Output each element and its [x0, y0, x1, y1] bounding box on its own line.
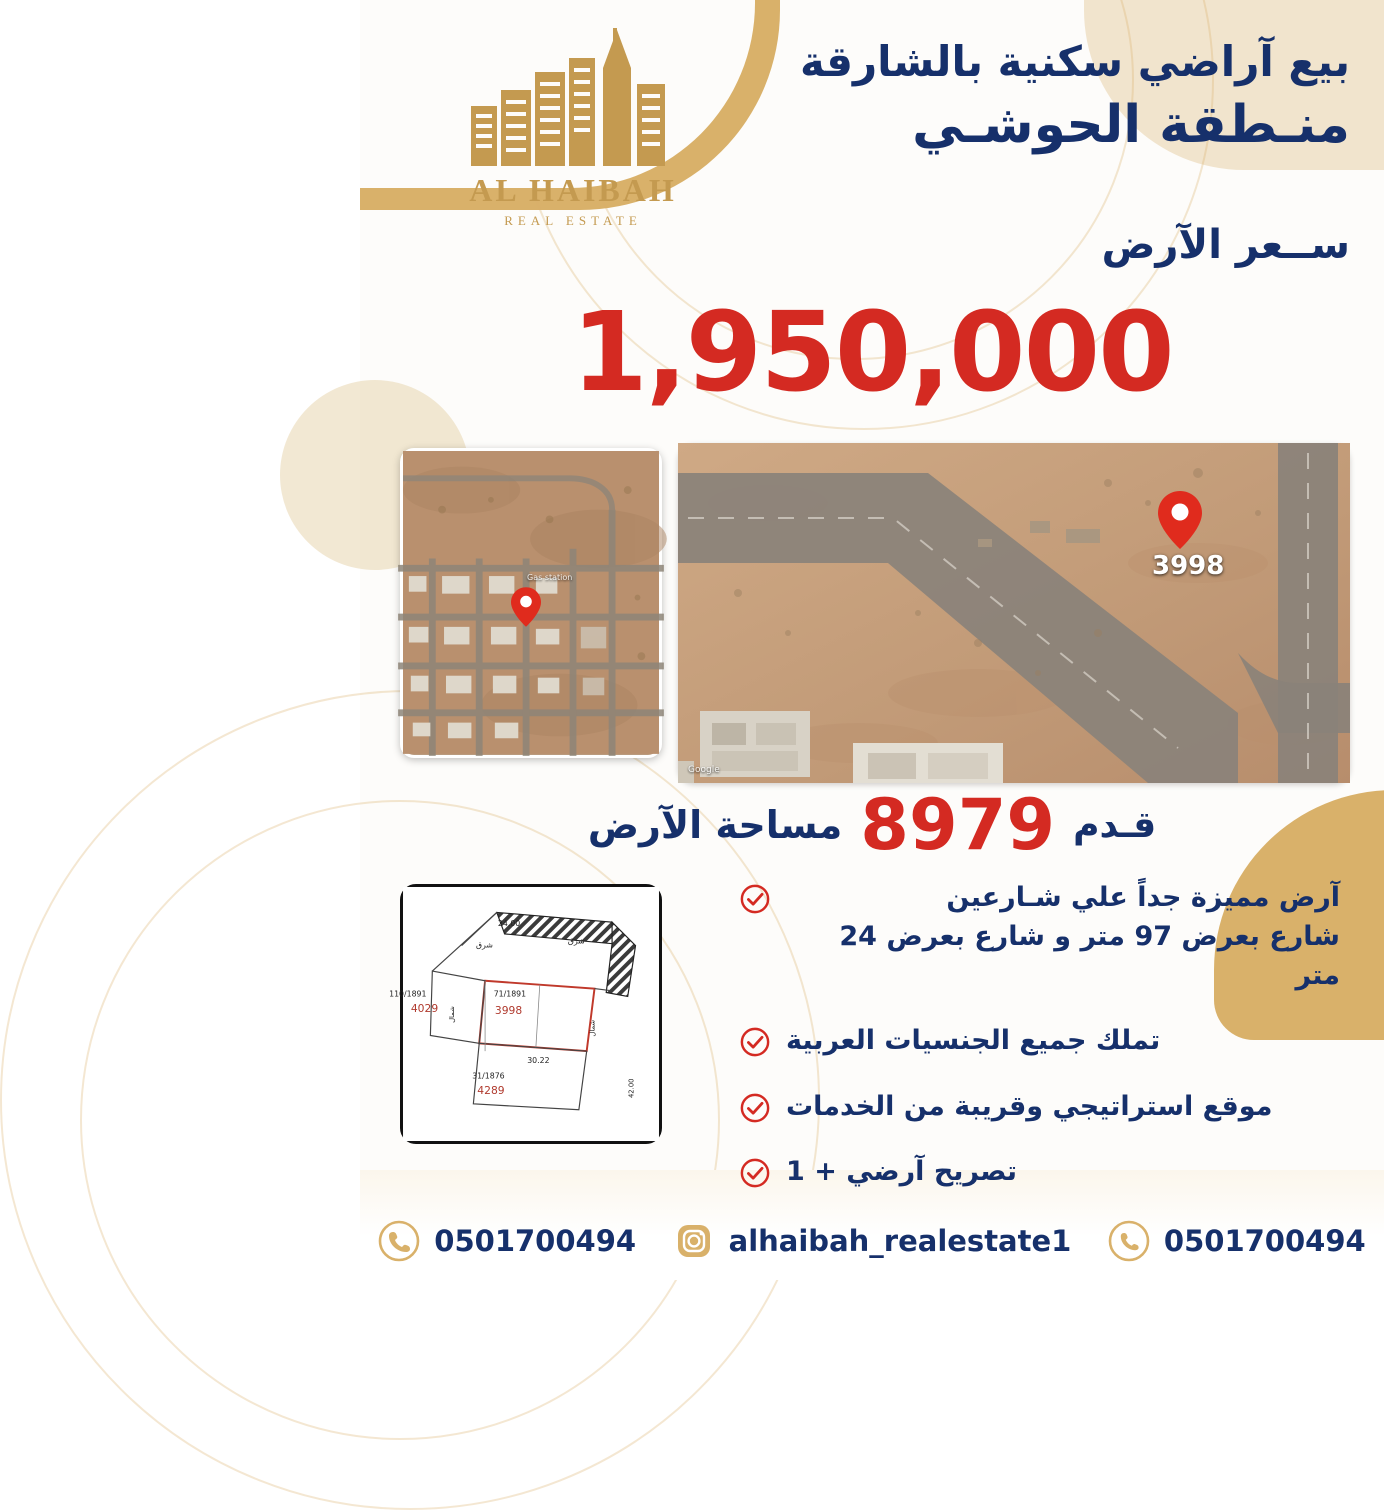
- satellite-map-main-image: [678, 443, 1350, 783]
- feature-item: [740, 1021, 1340, 1060]
- feature-item: [740, 1152, 1340, 1191]
- phone-icon: [378, 1220, 420, 1262]
- check-circle-icon: [740, 1093, 770, 1123]
- headline: [730, 36, 1350, 158]
- brand-logo: [438, 28, 708, 229]
- svg-text:شرق: شرق: [476, 940, 493, 950]
- svg-text:شمال: شمال: [588, 1019, 597, 1037]
- check-circle-icon: [740, 884, 770, 914]
- feature-text: آرض مميزة جداً علي شـارعين شارع بعرض 97 متر و شارع بعرض 24 متر: [839, 882, 1340, 992]
- map-attribution-main: Google: [688, 765, 720, 775]
- contact-bar: [360, 1220, 1384, 1262]
- map-pin-marker-overview[interactable]: [511, 587, 541, 627]
- feature-item: [740, 878, 1340, 995]
- svg-text:30.22: 30.22: [527, 1055, 550, 1065]
- feature-text: موقع استراتيجي وقريبة من الخدمات: [786, 1090, 1273, 1122]
- svg-text:31/1876: 31/1876: [472, 1071, 505, 1081]
- plot-survey-diagram[interactable]: [389, 884, 662, 1144]
- contact-whatsapp-number: 0501700494: [1163, 1224, 1366, 1258]
- svg-text:42.00: 42.00: [627, 1078, 636, 1099]
- features-list: [740, 878, 1340, 1217]
- check-circle-icon: [740, 1027, 770, 1057]
- svg-text:3998: 3998: [494, 1004, 523, 1017]
- map-pin-marker[interactable]: [1158, 491, 1202, 549]
- price-value: 1,950,000: [571, 288, 1173, 416]
- contact-instagram[interactable]: [673, 1220, 1072, 1262]
- brand-tagline: REAL ESTATE: [504, 213, 642, 228]
- area-value: 8979: [860, 784, 1056, 866]
- svg-text:71/1891: 71/1891: [493, 989, 527, 999]
- svg-text:4029: 4029: [410, 1002, 439, 1016]
- satellite-map-overview[interactable]: [400, 448, 662, 758]
- feature-item: [740, 1087, 1340, 1126]
- contact-whatsapp[interactable]: [1108, 1220, 1366, 1262]
- svg-text:110/1891: 110/1891: [389, 989, 427, 999]
- plot-survey-image: [389, 887, 659, 1141]
- brand-name: AL HAIBAH: [469, 172, 677, 208]
- whatsapp-icon: [1108, 1220, 1150, 1262]
- svg-text:شرق: شرق: [567, 936, 585, 946]
- poster-canvas: [360, 0, 1384, 1280]
- instagram-icon: [673, 1220, 715, 1262]
- satellite-map-main[interactable]: [678, 443, 1350, 783]
- feature-text: تملك جميع الجنسيات العربية: [786, 1025, 1161, 1057]
- headline-line-2: منـطقة الحوشـي: [912, 94, 1350, 155]
- check-circle-icon: [740, 1158, 770, 1188]
- area-row: [360, 784, 1384, 866]
- svg-text:شمال: شمال: [447, 1006, 456, 1023]
- map-pin-label: 3998: [1152, 551, 1225, 581]
- svg-text:4289: 4289: [477, 1084, 505, 1098]
- headline-line-1: بيع آراضي سكنية بالشارقة: [800, 37, 1350, 86]
- area-unit: قـدم: [1073, 804, 1157, 846]
- area-label: مساحة الآرض: [587, 803, 843, 847]
- contact-phone[interactable]: [378, 1220, 636, 1262]
- contact-phone-number: 0501700494: [434, 1224, 637, 1258]
- contact-instagram-handle: alhaibah_realestate1: [728, 1224, 1072, 1258]
- price-label: ســعر الآرض: [1101, 222, 1350, 268]
- skyline-buildings-icon: [463, 28, 683, 168]
- feature-text: تصريح آرضي + 1: [786, 1155, 1017, 1187]
- map-attribution-overview: Gas station: [527, 573, 573, 582]
- svg-text:24.00: 24.00: [497, 919, 521, 929]
